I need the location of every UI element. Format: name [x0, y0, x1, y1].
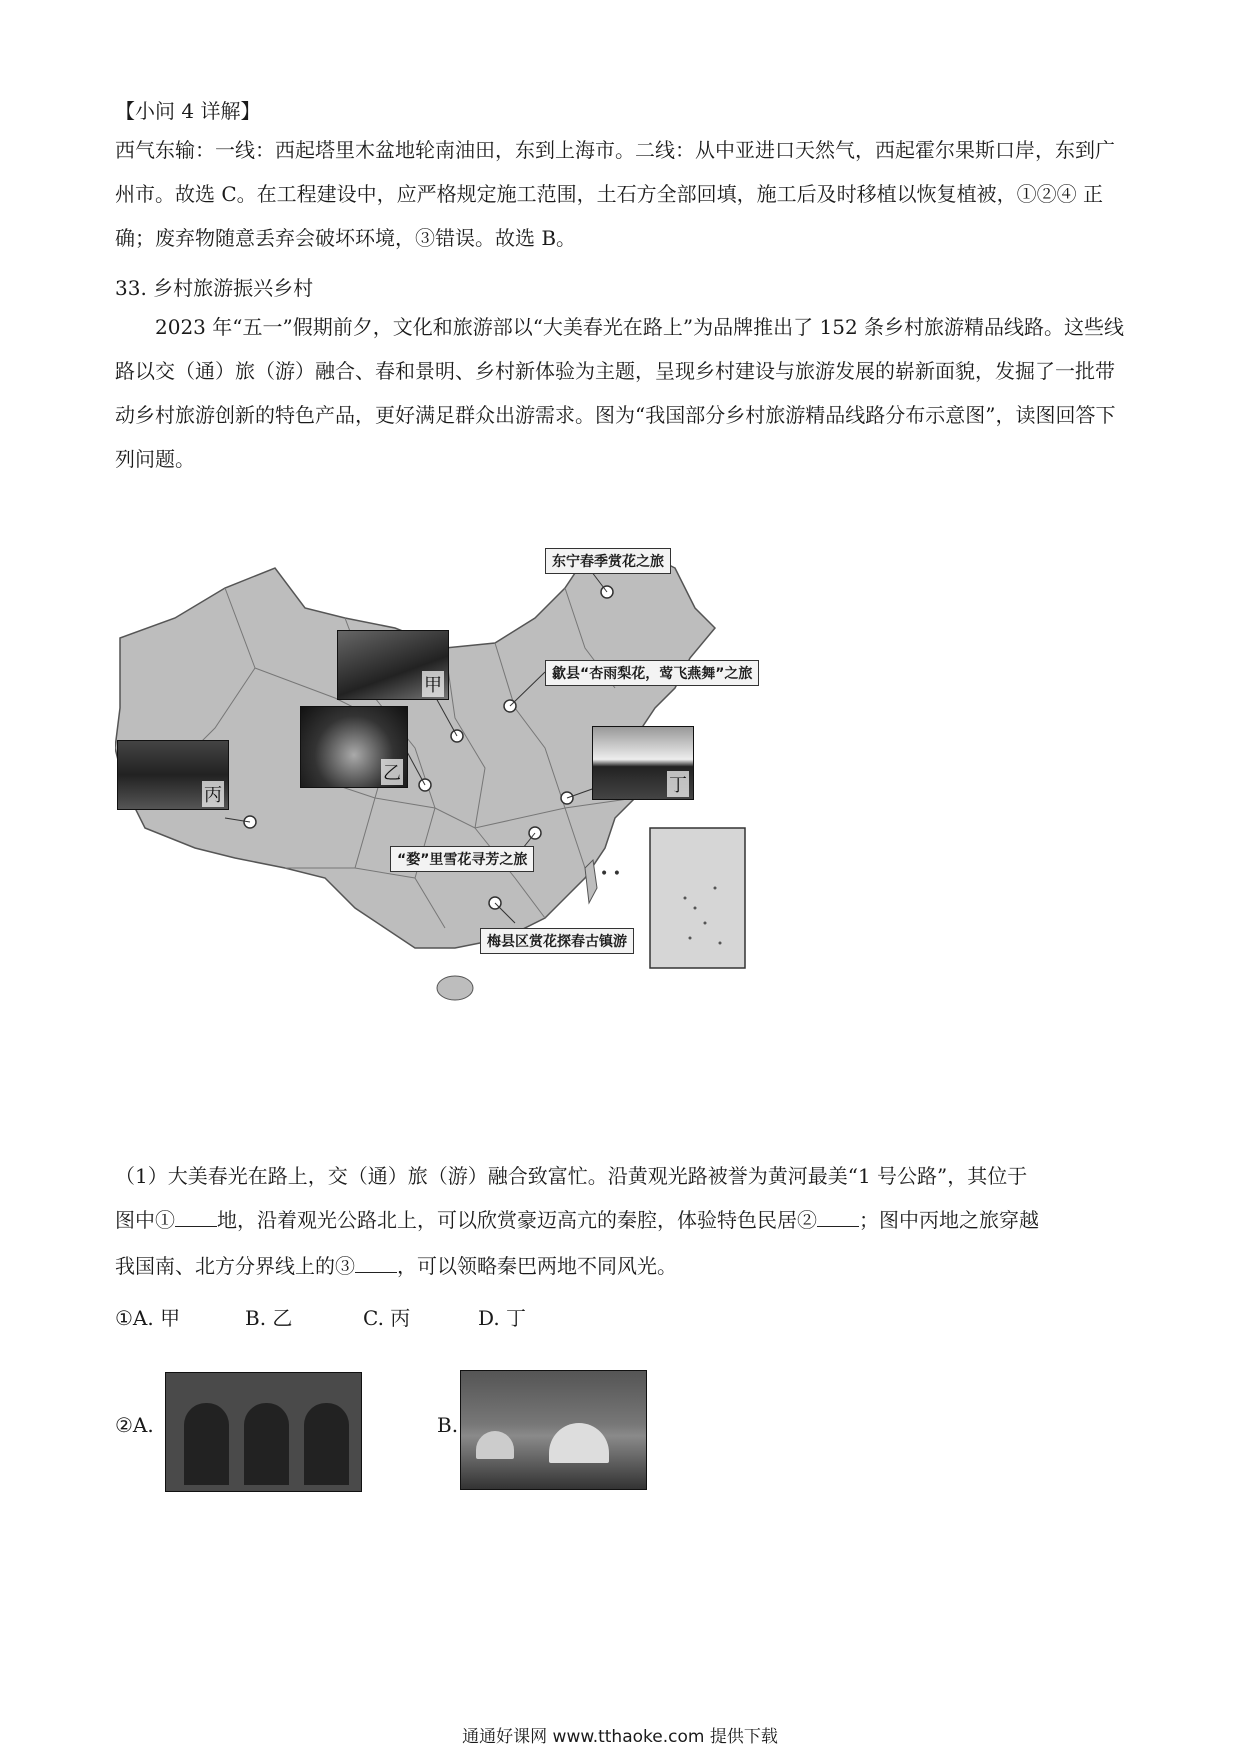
option-1b: B. 乙	[245, 1306, 293, 1330]
question1-line1: （1）大美春光在路上，交（通）旅（游）融合致富忙。沿黄观光路被誉为黄河最美“1 号公路”，其位于	[115, 1164, 1028, 1188]
label-dongning: 东宁春季赏花之旅	[545, 548, 671, 574]
footer-text: 通通好课网 www.tthaoke.com 提供下载	[462, 1727, 778, 1747]
option-2a-image-cave-dwelling	[165, 1372, 362, 1492]
label-meixian: 梅县区赏花探春古镇游	[480, 928, 634, 954]
blank-1[interactable]	[175, 1208, 217, 1227]
question-title: 33. 乡村旅游振兴乡村	[115, 276, 314, 300]
photo-jia-mark: 甲	[422, 671, 444, 697]
q1-text-e: ，可以领略秦巴两地不同风光。	[397, 1254, 677, 1278]
south-sea-inset	[650, 828, 745, 968]
blank-2[interactable]	[817, 1208, 859, 1227]
option-1d: D. 丁	[478, 1306, 527, 1330]
q1-text-d: 我国南、北方分界线上的③	[115, 1254, 355, 1278]
section-heading: 【小问 4 详解】	[115, 99, 261, 123]
photo-bing	[117, 740, 229, 810]
option-2b-label: B.	[437, 1413, 459, 1437]
photo-yi-mark: 乙	[381, 759, 403, 785]
photo-ding	[592, 726, 694, 800]
blank-3[interactable]	[355, 1254, 397, 1273]
q1-text-c: ；图中丙地之旅穿越	[859, 1208, 1039, 1232]
china-map	[115, 548, 845, 1088]
q1-text-a: 图中①	[115, 1208, 175, 1232]
photo-yi	[300, 706, 408, 788]
islands-dots: • •	[600, 866, 621, 882]
taiwan-island	[585, 860, 597, 903]
q1-text-b: 地，沿着观光公路北上，可以欣赏豪迈高亢的秦腔，体验特色民居②	[217, 1208, 817, 1232]
option-2a-label: ②A.	[115, 1413, 154, 1437]
label-shexian: 歙县“杏雨梨花，莺飞燕舞”之旅	[545, 660, 759, 686]
photo-bing-mark: 丙	[202, 781, 224, 807]
question1-line2	[115, 1204, 1039, 1233]
answer-paragraph: 西气东输：一线：西起塔里木盆地轮南油田，东到上海市。二线：从中亚进口天然气，西起霍尔果斯口岸，东到广州市。故选 C。在工程建设中，应严格规定施工范围，土石方全部回填，施工后及时移植以恢复植被，①②④ 正确；废弃物随意丢弃会破坏环境，③错误。故选 B。	[115, 138, 1115, 250]
hainan-island	[437, 976, 473, 1000]
china-map-figure	[115, 548, 845, 1088]
photo-jia	[337, 630, 449, 700]
label-wuyuan: “婺”里雪花寻芳之旅	[390, 846, 534, 872]
photo-ding-mark: 丁	[667, 771, 689, 797]
option-1c: C. 丙	[363, 1306, 411, 1330]
option-2b-image-yurt	[460, 1370, 647, 1490]
intro-paragraph: 2023 年“五一”假期前夕，文化和旅游部以“大美春光在路上”为品牌推出了 152 条乡村旅游精品线路。这些线路以交（通）旅（游）融合、春和景明、乡村新体验为主题，呈现乡村建设与旅游发展的崭新面貌，发掘了一批带动乡村旅游创新的特色产品，更好满足群众出游需求。图为“我国部分乡村旅游精品线路分布示意图”，读图回答下列问题。	[115, 315, 1125, 471]
option-1a: ①A. 甲	[115, 1306, 181, 1330]
question1-line3	[115, 1250, 677, 1279]
